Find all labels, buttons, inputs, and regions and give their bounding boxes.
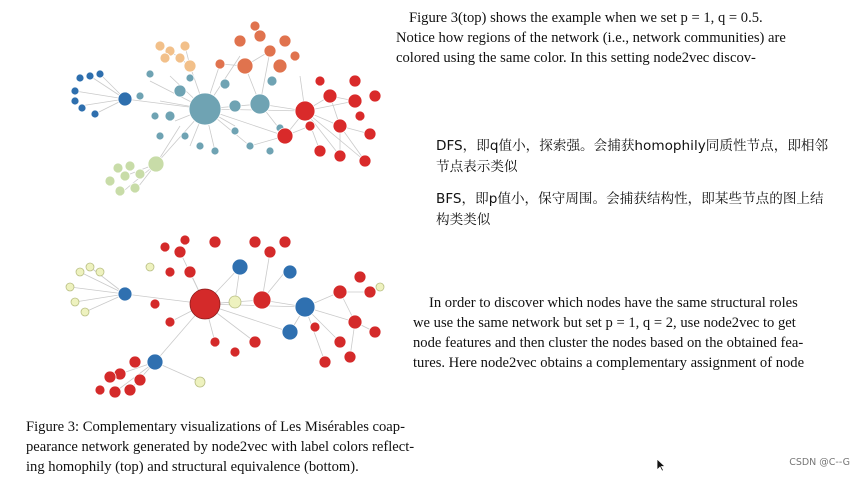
node <box>282 324 298 340</box>
node <box>86 263 94 271</box>
paragraph-top-line: Figure 3(top) shows the example when we set p = 1, q = 0.5. <box>409 10 763 26</box>
watermark: CSDN @C--G <box>789 457 850 468</box>
node <box>78 104 86 112</box>
node <box>295 101 315 121</box>
node <box>156 132 164 140</box>
node <box>229 296 241 308</box>
node <box>189 93 221 125</box>
node <box>150 299 160 309</box>
node <box>165 317 175 327</box>
node <box>129 356 141 368</box>
node <box>354 271 366 283</box>
node <box>95 385 105 395</box>
bfs-note-line: 构类类似 <box>436 212 491 228</box>
mouse-cursor-icon <box>656 458 666 472</box>
node <box>146 263 154 271</box>
paragraph-top-line: Notice how regions of the network (i.e., network communities) are <box>396 30 786 46</box>
node <box>148 156 164 172</box>
paragraph-top-line: colored using the same color. In this setting node2vec discov- <box>396 50 756 66</box>
node <box>118 92 132 106</box>
network-figure-top <box>40 0 400 206</box>
node <box>96 268 104 276</box>
paragraph-bottom-line: tures. Here node2vec obtains a complementary assignment of node <box>413 355 805 371</box>
node <box>264 246 276 258</box>
caption-line: pearance network generated by node2vec with label colors reflect- <box>26 439 415 455</box>
bfs-note-line: BFS，即p值小，保守周围。会捕获结构性，即某些节点的图上结 <box>436 191 824 207</box>
node <box>165 267 175 277</box>
node <box>134 374 146 386</box>
caption-line: Figure 3: Complementary visualizations of Les Misérables coap- <box>26 419 405 435</box>
node <box>267 76 277 86</box>
node <box>124 384 136 396</box>
node <box>175 53 185 63</box>
node <box>305 121 315 131</box>
node <box>315 76 325 86</box>
node <box>283 265 297 279</box>
node <box>323 89 337 103</box>
node <box>115 186 125 196</box>
node <box>314 145 326 157</box>
node <box>237 58 253 74</box>
node <box>81 308 89 316</box>
node <box>125 161 135 171</box>
node <box>246 142 254 150</box>
node <box>71 87 79 95</box>
node <box>120 171 130 181</box>
node <box>215 59 225 69</box>
paragraph-bottom-line: node features and then cluster the nodes based on the obtained fea- <box>413 335 804 351</box>
caption-line: ing homophily (top) and structural equivalence (bottom). <box>26 459 359 475</box>
node <box>105 176 115 186</box>
node <box>310 322 320 332</box>
node <box>334 336 346 348</box>
paragraph-top <box>396 8 806 68</box>
node <box>295 297 315 317</box>
node <box>254 30 266 42</box>
node <box>186 74 194 82</box>
node <box>96 70 104 78</box>
node <box>264 45 276 57</box>
node <box>180 41 190 51</box>
node <box>209 236 221 248</box>
node <box>211 147 219 155</box>
node <box>190 289 220 319</box>
node <box>349 75 361 87</box>
node <box>234 35 246 47</box>
node <box>160 242 170 252</box>
node <box>348 315 362 329</box>
node <box>369 90 381 102</box>
node <box>232 259 248 275</box>
node <box>369 326 381 338</box>
node <box>376 283 384 291</box>
dfs-note-line: DFS，即q值小，探索强。会捕获homophily同质性节点，即相邻 <box>436 138 829 154</box>
node <box>266 147 274 155</box>
node <box>104 371 116 383</box>
node <box>66 283 74 291</box>
node <box>230 347 240 357</box>
node <box>319 356 331 368</box>
node <box>155 41 165 51</box>
node <box>151 112 159 120</box>
node <box>130 183 140 193</box>
node <box>165 111 175 121</box>
node <box>135 169 145 179</box>
node <box>333 119 347 133</box>
node <box>250 21 260 31</box>
paragraph-bottom-line: we use the same network but set p = 1, q = 2, use node2vec to get <box>413 315 796 331</box>
node <box>364 286 376 298</box>
node <box>279 35 291 47</box>
node <box>113 163 123 173</box>
node <box>355 111 365 121</box>
dfs-note <box>436 136 856 178</box>
paragraph-bottom <box>413 293 823 373</box>
node <box>147 354 163 370</box>
node <box>71 97 79 105</box>
node <box>249 336 261 348</box>
bfs-note <box>436 189 856 231</box>
dfs-note-line: 节点表示类似 <box>436 159 518 175</box>
node <box>76 268 84 276</box>
node <box>364 128 376 140</box>
node <box>174 246 186 258</box>
node <box>229 100 241 112</box>
node <box>250 94 270 114</box>
paragraph-bottom-line: In order to discover which nodes have the same structural roles <box>429 295 798 311</box>
node <box>253 291 271 309</box>
node <box>231 127 239 135</box>
node <box>279 236 291 248</box>
node <box>118 287 132 301</box>
node <box>334 150 346 162</box>
node <box>210 337 220 347</box>
node <box>136 92 144 100</box>
node <box>91 110 99 118</box>
node <box>184 266 196 278</box>
node <box>180 235 190 245</box>
node <box>160 53 170 63</box>
node <box>184 60 196 72</box>
node <box>195 377 205 387</box>
node <box>220 79 230 89</box>
node <box>71 298 79 306</box>
node <box>109 386 121 398</box>
node <box>344 351 356 363</box>
node <box>333 285 347 299</box>
network-figure-bottom <box>40 212 400 422</box>
node <box>249 236 261 248</box>
node <box>181 132 189 140</box>
node <box>273 59 287 73</box>
node <box>359 155 371 167</box>
node <box>76 74 84 82</box>
node <box>277 128 293 144</box>
node <box>290 51 300 61</box>
node <box>174 85 186 97</box>
node <box>146 70 154 78</box>
node <box>348 94 362 108</box>
node <box>86 72 94 80</box>
node <box>196 142 204 150</box>
figure-caption <box>26 417 446 477</box>
